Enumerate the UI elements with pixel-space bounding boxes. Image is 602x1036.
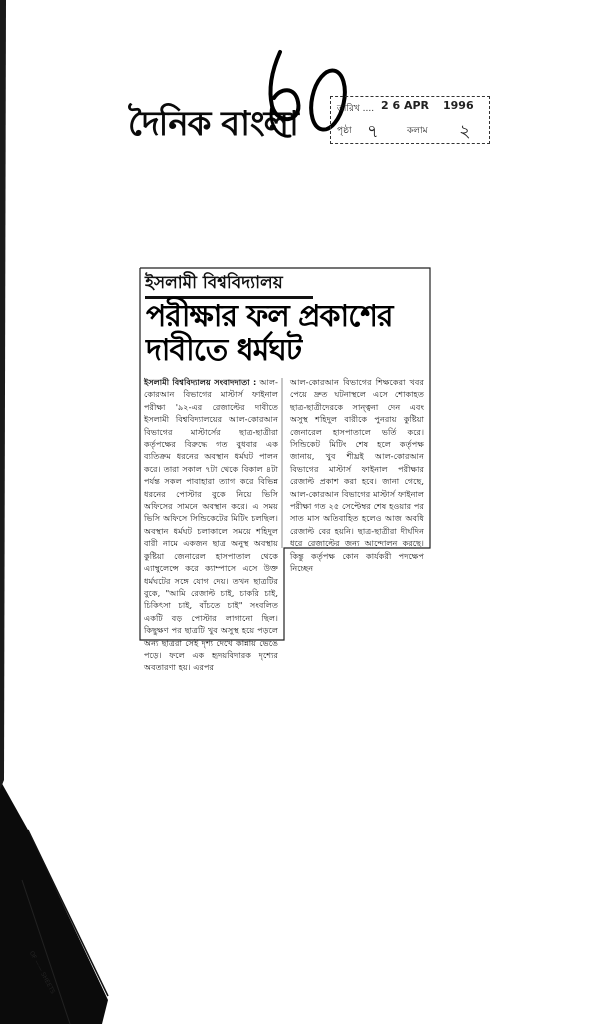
article-headline [146,300,430,368]
stamp-date-label: তারিখ .... [337,104,375,114]
stamp-date-value: 2 6 APR [381,99,430,112]
stamp-column-value: ২ [459,121,471,142]
article-body-1: আল-কোরআন বিভাগের মাস্টার্স ফাইনাল পরীক্ষা '৯২-এর রেজাল্টের দাবীতে ইসলামী বিশ্ববিদ্যালয়ের আল-কোরআন বিভাগের মাস্টার্সের ছাত্র-ছাত্রীরা কর্তৃপক্ষের বিরুদ্ধে গত বুধবার এক ব্যতিক্রম ধরনের অবস্থান ধর্মঘট পালন করে। তারা সকাল ৭টা থেকে বিকাল ৪টা পর্যন্ত সকল পাবাহারা ত্যাগ করে বিভিন্ন ধরনের পোস্টার বুকে নিয়ে ভিসি অফিসের সামনে অবস্থান করে। এ সময় ভিসি অফিসে সিন্ডিকেটের মিটিং চলছিল। অবস্থান ধর্মঘট চলাকালে সময়ে শহিদুল বারী নামে একজন ছাত্র অনুস্থ অবস্থায় কুষ্টিয়া জেনারেল হাসপাতাল থেকে এ্যাম্বুলেন্সে করে ক্যাম্পাসে এসে উক্ত ধর্মঘটের সঙ্গে যোগ দেয়। তখন ছাত্রটির বুকে, "আমি রেজাল্ট চাই, চাকরি চাই, চিকিৎসা চাই, বাঁচতে চাই" সংবলিত একটি বড় পোস্টার লাগানো ছিল। কিছুক্ষণ পর ছাত্রটি খুব অসুস্থ হয়ে পড়লে অন্য ছাত্ররা সেই দৃশ্য দেখে কান্নায় ভেঙে পড়ে। ফলে এক হৃদয়বিদারক দৃশ্যের অবতারণা হয়। এরপর [144,377,278,673]
article-column-1 [144,376,278,673]
article-body-2: আল-কোরআন বিভাগের শিক্ষকেরা খবর পেয়ে দ্রুত ঘটনাস্থলে এসে শোকাহত ছাত্র-ছাত্রীদেরকে সান্ত্বনা দেন এবং অসুস্থ শহিদুল বারীকে পুনরায় কুষ্টিয়া জেনারেল হাসপাতালে ভর্তি করে। সিন্ডিকেট মিটিং শেষ হলে কর্তৃপক্ষ জানায়, খুব শীঘ্রই আল-কোরআন বিভাগের মাস্টার্স ফাইনাল পরীক্ষার রেজাল্ট প্রকাশ করা হবে। জানা গেছে, আল-কোরআন বিভাগের মাস্টার্স ফাইনাল পরীক্ষা গত ২৫ সেপ্টেম্বর শেষ হওয়ার পর সাত মাস অতিবাহিত হলেও আজ অবধি রেজাল্ট বের হয়নি। ছাত্র-ছাত্রীরা দীর্ঘদিন ধরে রেজাল্টের জন্য আন্দোলন করছে। কিন্তু কর্তৃপক্ষ কোন কার্যকরী পদক্ষেপ নিচ্ছেন [290,377,424,574]
article-column-2 [290,376,424,574]
stamp-column-label: কলাম [407,126,428,136]
article-dateline: ইসলামী বিশ্ববিদ্যালয় সংবাদদাতা : [144,377,257,387]
masthead-title: দৈনিক বাংলা [128,104,298,144]
stamp-year: 1996 [443,99,474,112]
headline-line-2: দাবীতে ধর্মঘট [146,333,302,368]
stamp-page-label: পৃষ্ঠা [337,126,352,136]
section-label: ইসলামী বিশ্ববিদ্যালয় [145,273,283,293]
sheet-strip-label: OF —— SHEETS [27,950,57,996]
headline-line-1: পরীক্ষার ফল প্রকাশের [146,299,393,334]
stamp-page-value: ৭ [367,121,379,142]
